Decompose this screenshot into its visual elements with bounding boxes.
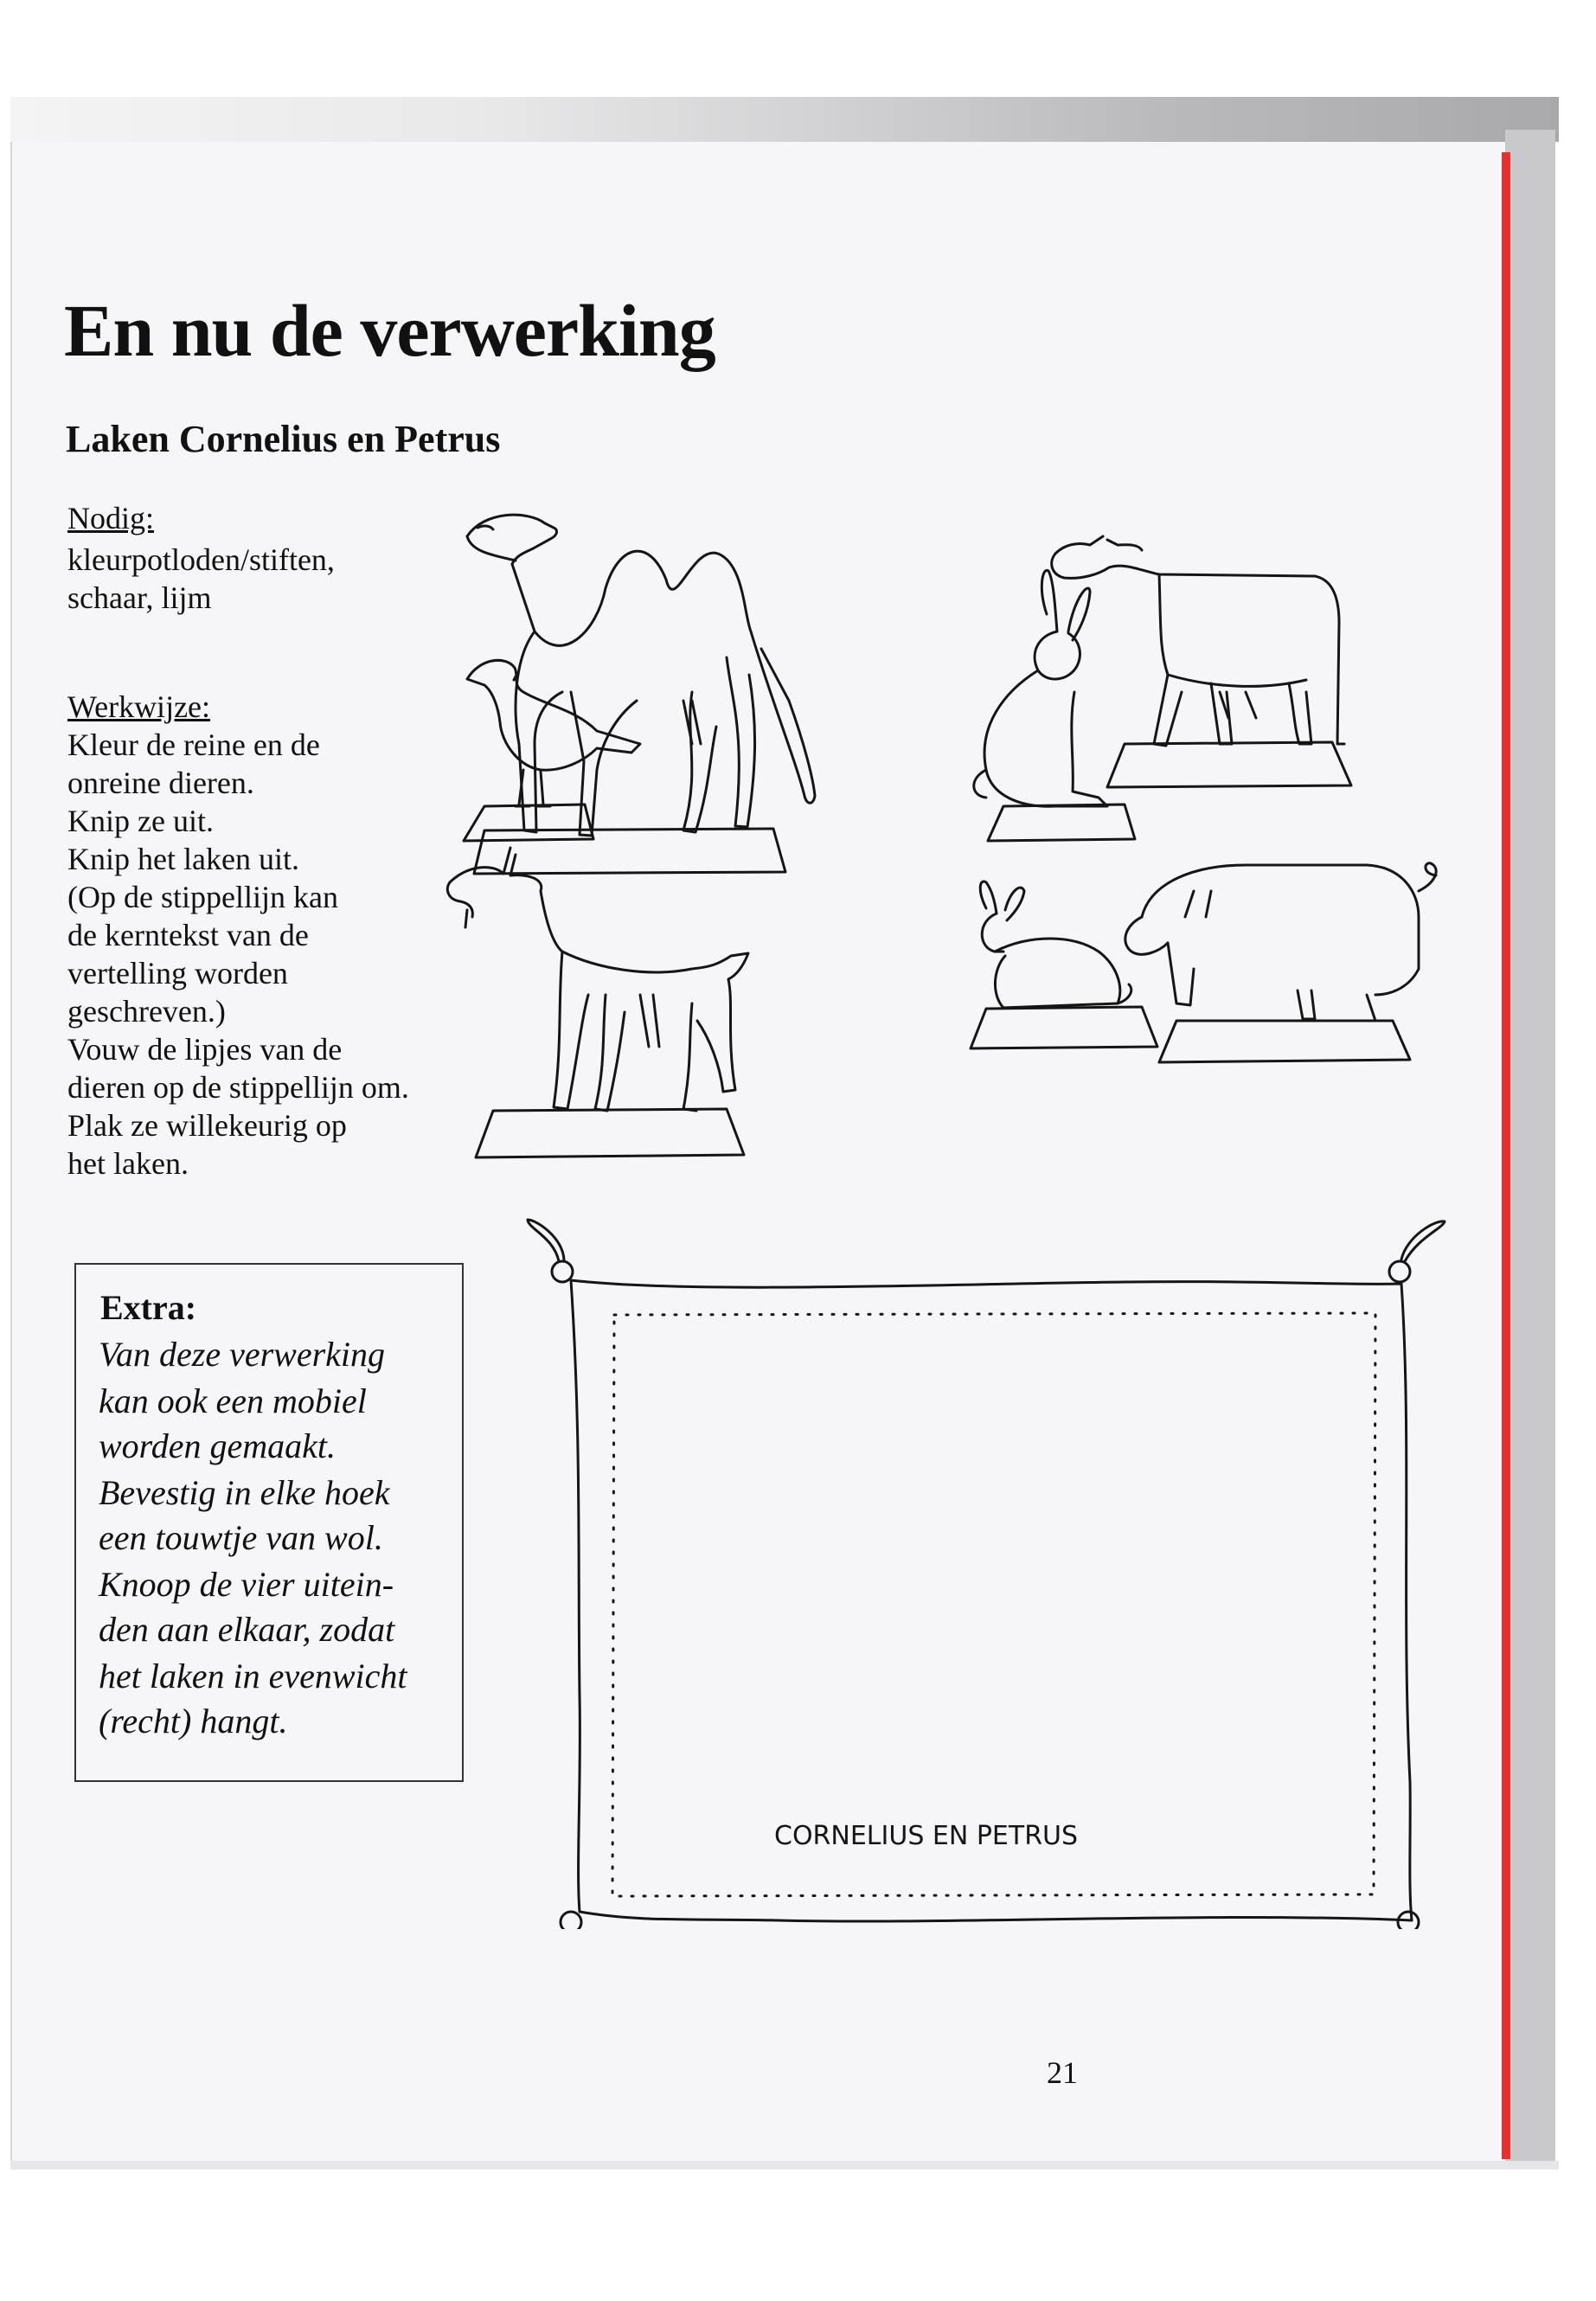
materials-label: Nodig: [67, 501, 155, 535]
method-line: dieren op de stippellijn om. [67, 1070, 409, 1105]
page-top-strip [10, 97, 1559, 142]
page-title: En nu de verwerking [64, 289, 715, 372]
method-line: Knip ze uit. [67, 804, 214, 838]
page-subtitle: Laken Cornelius en Petrus [66, 418, 501, 460]
method-line: geschreven.) [67, 994, 226, 1029]
rabbit-drawing [971, 881, 1157, 1048]
extra-line: kan ook een mobiel [99, 1381, 367, 1420]
page-bottom-shadow [10, 2161, 1559, 2170]
method-line: Plak ze willekeurig op [67, 1108, 347, 1143]
method-line: de kerntekst van de [67, 918, 309, 952]
materials-line: schaar, lijm [67, 580, 212, 615]
extra-box [74, 1263, 464, 1782]
book-cover-edge [1505, 130, 1555, 2163]
extra-line: Knoop de vier uitein- [99, 1565, 394, 1604]
method-line: het laken. [67, 1146, 189, 1181]
method-line: Kleur de reine en de [67, 727, 320, 762]
extra-line: Bevestig in elke hoek [99, 1473, 390, 1512]
extra-line: worden gemaakt. [99, 1426, 337, 1465]
hare-drawing [974, 570, 1135, 841]
materials-line: kleurpotloden/stiften, [67, 542, 335, 577]
animals-and-sheet-illustration [433, 484, 1488, 1929]
extra-title: Extra: [100, 1288, 197, 1327]
extra-line: het laken in evenwicht [99, 1657, 407, 1695]
pig-drawing [1125, 863, 1436, 1062]
method-line: Knip het laken uit. [67, 842, 299, 876]
method-line: vertelling worden [67, 956, 288, 990]
extra-line: (recht) hangt. [99, 1702, 288, 1740]
method-line: onreine dieren. [67, 766, 254, 800]
page-number: 21 [1047, 2055, 1078, 2090]
sheet-caption: CORNELIUS EN PETRUS [774, 1821, 1079, 1851]
red-spine-edge [1502, 152, 1510, 2159]
extra-line: Van deze verwerking [99, 1335, 386, 1374]
goat-drawing [447, 848, 748, 1157]
extra-line: een touwtje van wol. [99, 1518, 383, 1557]
dove-drawing [464, 660, 640, 841]
camel-drawing [467, 515, 815, 874]
method-label: Werkwijze: [67, 689, 211, 724]
method-line: (Op de stippellijn kan [67, 880, 338, 914]
method-line: Vouw de lipjes van de [67, 1032, 343, 1067]
extra-line: den aan elkaar, zodat [99, 1610, 395, 1649]
cow-drawing [1052, 536, 1351, 787]
